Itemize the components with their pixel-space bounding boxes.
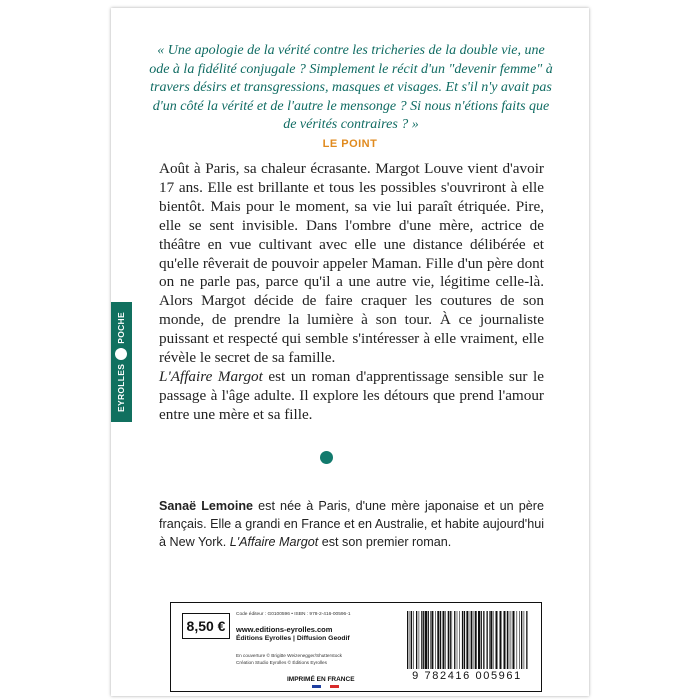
book-title-italic: L'Affaire Margot xyxy=(159,367,263,385)
barcode-bar xyxy=(517,611,518,669)
spine-brand-left: EYROLLES xyxy=(116,363,126,412)
barcode-bar xyxy=(475,611,477,669)
barcode-bar xyxy=(466,611,468,669)
spine-brand-right: POCHE xyxy=(116,312,126,344)
barcode-bar xyxy=(489,611,490,669)
press-quote: « Une apologie de la vérité contre les tricheries de la double vie, une ode à la fidélité conjugale ? Simplement le récit d'un "devenir femme" à travers désirs et transgressions, masques et visages. Et s'il n'y avait pas d'un côté la vérité et de l'autre le mensonge ? Si nous n'étions faits que de vérités contraires ? » xyxy=(149,43,553,132)
distributor-name: | Diffusion Geodif xyxy=(291,635,350,642)
price-tag xyxy=(182,613,230,639)
back-cover xyxy=(111,8,589,696)
separator-dot xyxy=(320,451,333,464)
barcode-bar xyxy=(454,611,455,669)
barcode-bar xyxy=(443,611,445,669)
barcode-bar xyxy=(419,611,420,669)
author-bio-text: est née à Paris, d'une mère japonaise et un père français. Elle a grandi en France et en Australie, et habite aujourd'hui à New York. xyxy=(159,499,544,549)
blurb-paragraph-2 xyxy=(159,368,544,425)
barcode-bar xyxy=(487,611,488,669)
barcode-bar xyxy=(521,611,522,669)
author-name: Sanaë Lemoine xyxy=(159,499,254,513)
book-blurb xyxy=(159,160,544,425)
flag-stripe-red xyxy=(330,685,339,688)
barcode-bar xyxy=(430,611,431,669)
barcode-bar xyxy=(464,611,465,669)
barcode-bar xyxy=(416,611,417,669)
flag-stripe-blue xyxy=(312,685,321,688)
barcode-bar xyxy=(483,611,484,669)
barcode-bar xyxy=(423,611,424,669)
barcode-bar xyxy=(524,611,525,669)
barcode-bar xyxy=(490,611,492,669)
barcode-bar xyxy=(470,611,471,669)
printed-in-label: IMPRIMÉ EN FRANCE xyxy=(287,676,355,683)
barcode-bar xyxy=(411,611,412,669)
french-flag-icon xyxy=(312,685,339,688)
barcode-bar xyxy=(452,611,453,669)
spine-label xyxy=(115,312,127,412)
isbn-codes: Code éditeur : G0100596 • ISBN : 978-2-416-00596-1 xyxy=(236,612,351,617)
blurb-paragraph-2-text: est un roman d'apprentissage sensible sur le passage à l'âge adulte. Il explore les détours que prend l'amour entre une mère et sa fille. xyxy=(159,367,544,423)
price: 8,50 € xyxy=(186,618,226,634)
isbn-barcode xyxy=(401,609,533,685)
barcode-bar xyxy=(511,611,512,669)
barcode-bar xyxy=(493,611,494,669)
flag-stripe-white xyxy=(321,685,330,688)
barcode-bar xyxy=(457,611,458,669)
barcode-bar xyxy=(431,611,433,669)
barcode-bar xyxy=(459,611,460,669)
barcode-digits: 9 782416 005961 xyxy=(412,670,522,682)
barcode-bar xyxy=(507,611,508,669)
credit-line-2: Création Studio Eyrolles © Éditions Eyrolles xyxy=(236,659,327,665)
bio-book-title: L'Affaire Margot xyxy=(229,535,319,549)
barcode-panel xyxy=(170,602,542,692)
barcode-bar xyxy=(481,611,482,669)
publisher-name: Éditions Eyrolles xyxy=(236,635,292,642)
barcode-bar xyxy=(425,611,427,669)
barcode-bar xyxy=(410,611,411,669)
publisher-spine-tab xyxy=(111,302,132,422)
blurb-paragraph-1: Août à Paris, sa chaleur écrasante. Margot Louve vient d'avoir 17 ans. Elle est brillante et tous les possibles s'ouvriront à elle bientôt. Mais pour le moment, sa vie lui paraît étriquée. Pire, elle se sent invisible. Dans l'ombre d'une mère, actrice de théâtre en vue cultivant avec elle une distance délibérée et qu'elle rêverait de pouvoir appeler Maman. Fille d'un père dont on ne parle pas, parce qu'il a une autre vie, légitime celle-là. Alors Margot décide de faire craquer les coutures de son monde, de prendre la lumière à son tour. À ce journaliste puissant et respecté qui semble s'intéresser à elle vraiment, elle révèle le secret de sa famille. xyxy=(159,160,544,367)
author-bio xyxy=(159,497,544,551)
barcode-bar xyxy=(435,611,436,669)
author-bio-end: est son premier roman. xyxy=(318,535,452,549)
credit-line-1: En couverture © Brigitte Weizenegger/Shutterstock xyxy=(236,653,343,658)
barcode-bar xyxy=(471,611,472,669)
barcode-bar xyxy=(448,611,449,669)
cover-credits xyxy=(236,653,342,666)
publisher-website: www.editions-eyrolles.com xyxy=(236,625,333,634)
spine-dot-icon xyxy=(115,348,127,360)
publisher-line xyxy=(236,635,350,642)
barcode-bar xyxy=(526,611,527,669)
barcode-bar xyxy=(509,611,510,669)
barcode-bar xyxy=(407,611,408,669)
barcode-bar xyxy=(413,611,414,669)
barcode-bar xyxy=(450,611,451,669)
barcode-bar xyxy=(437,611,439,669)
barcode-bar xyxy=(440,611,441,669)
quote-source: LE POINT xyxy=(322,138,378,150)
barcode-bar xyxy=(513,611,515,669)
barcode-bar xyxy=(445,611,446,669)
barcode-bar xyxy=(462,611,463,669)
barcode-icon xyxy=(405,611,529,669)
barcode-bar xyxy=(504,611,506,669)
barcode-bar xyxy=(519,611,520,669)
barcode-bar xyxy=(478,611,480,669)
barcode-bar xyxy=(428,611,429,669)
barcode-bar xyxy=(496,611,498,669)
barcode-bar xyxy=(473,611,474,669)
barcode-bar xyxy=(500,611,502,669)
barcode-bar xyxy=(421,611,422,669)
